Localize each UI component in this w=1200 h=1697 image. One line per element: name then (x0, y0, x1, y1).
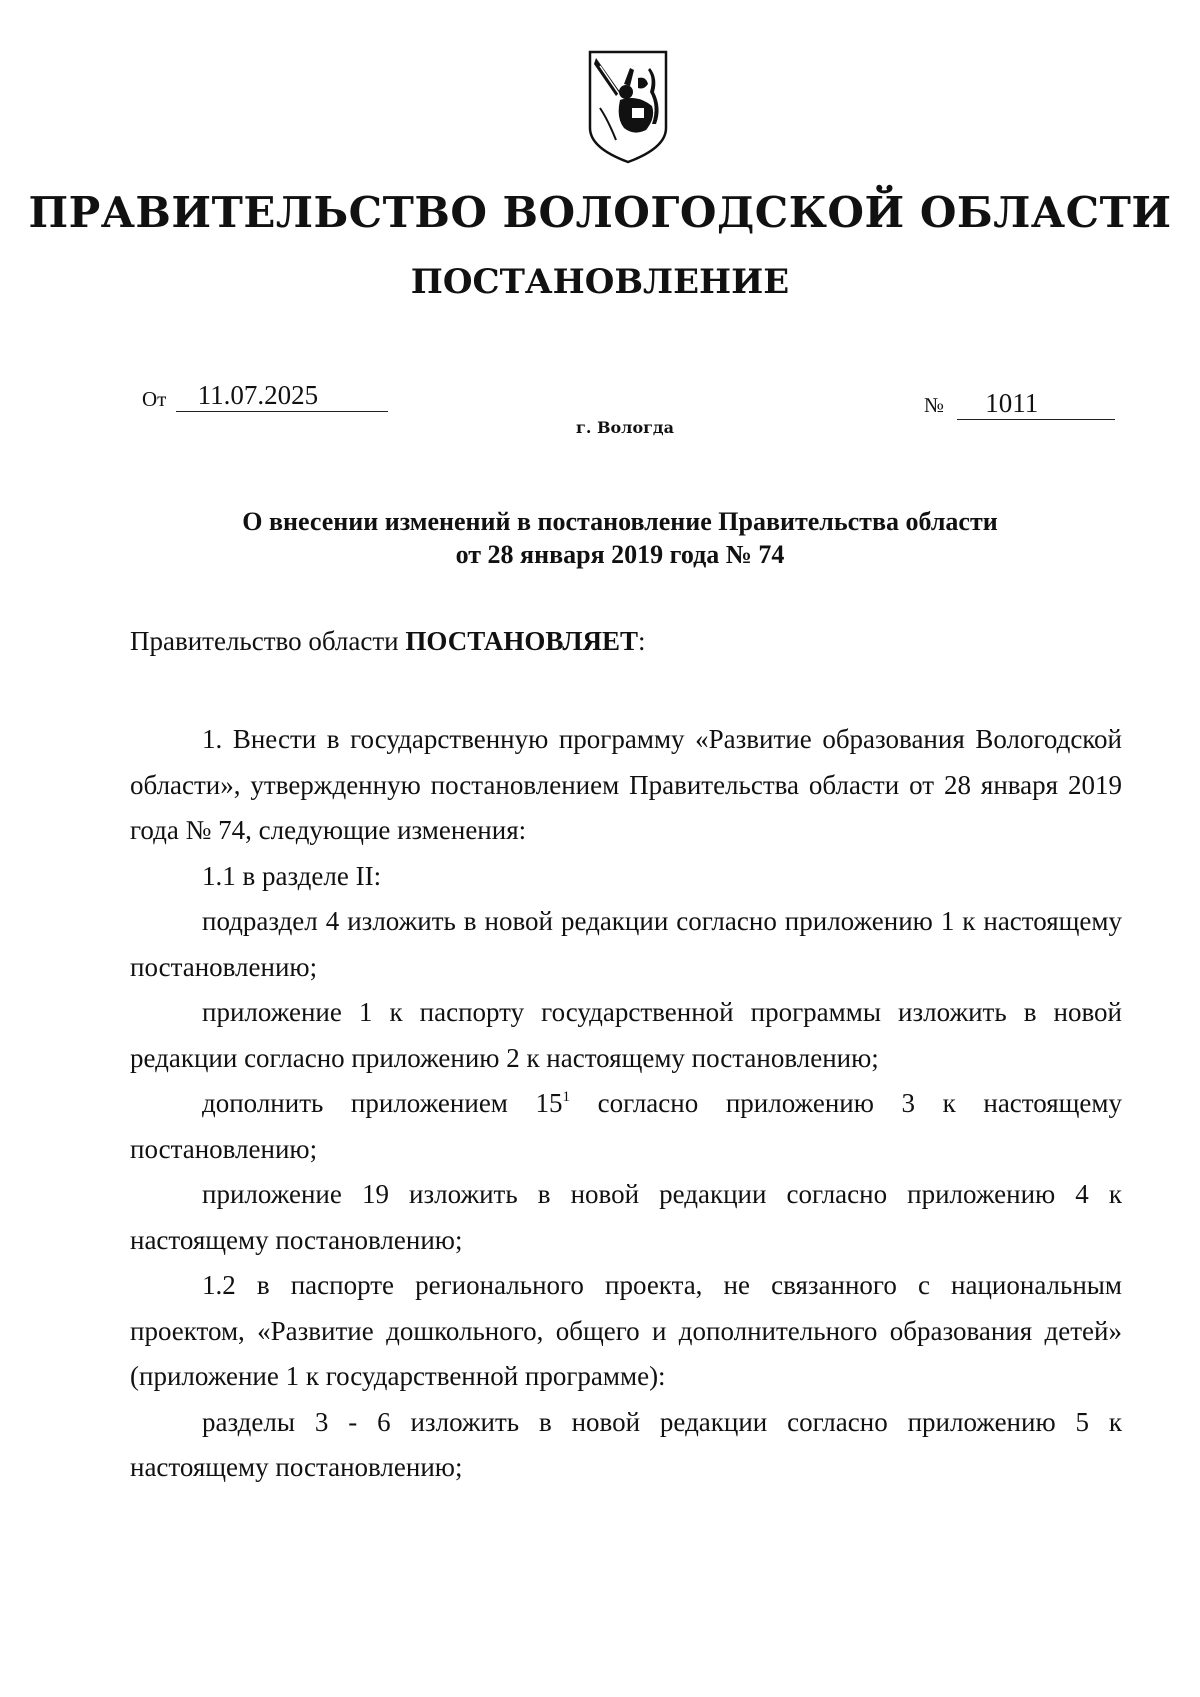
document-body (130, 717, 1122, 1491)
document-subject (120, 505, 1120, 571)
resolves-line (130, 626, 646, 657)
document-date: 11.07.2025 (176, 380, 388, 412)
paragraph-sections-3-6: разделы 3 - 6 изложить в новой редакции согласно приложению 5 к настоящему постановлению; (130, 1406, 1122, 1482)
resolves-keyword: ПОСТАНОВЛЯЕТ (405, 626, 638, 656)
resolves-colon: : (637, 626, 646, 656)
date-label: От (142, 387, 167, 411)
paragraph-1: 1. Внести в государственную программу «Развитие образования Вологодской области», утвержденную постановлением Правительства области от 28 января 2019 года № 74, следующие изменения: (130, 724, 1122, 845)
number-label: № (924, 393, 945, 417)
subject-line-2: от 28 января 2019 года № 74 (455, 540, 785, 569)
annex-15-pre: дополнить приложением 15 (202, 1088, 563, 1118)
annex-15-post: согласно приложению 3 к настоящему постановлению; (130, 1088, 1122, 1164)
coat-of-arms-icon (586, 48, 670, 166)
paragraph-annex-15-1 (130, 1081, 1122, 1172)
annex-15-superscript: 1 (562, 1089, 571, 1105)
date-block (142, 380, 388, 412)
document-type: ПОСТАНОВЛЕНИЕ (410, 262, 790, 302)
document-number: 1011 (957, 388, 1115, 420)
paragraph-annex-1: приложение 1 к паспорту государственной программы изложить в новой редакции согласно приложению 2 к настоящему постановлению; (130, 997, 1122, 1073)
paragraph-1-2: 1.2 в паспорте регионального проекта, не связанного с национальным проектом, «Развитие дошкольного, общего и дополнительного образования детей» (приложение 1 к государственной программе): (130, 1270, 1122, 1391)
paragraph-1-1: 1.1 в разделе II: (202, 860, 382, 891)
government-title: ПРАВИТЕЛЬСТВО ВОЛОГОДСКОЙ ОБЛАСТИ (28, 188, 1172, 237)
paragraph-annex-19: приложение 19 изложить в новой редакции согласно приложению 4 к настоящему постановлению; (130, 1179, 1122, 1255)
subject-line-1: О внесении изменений в постановление Правительства области (242, 507, 998, 536)
resolves-lead: Правительство области (130, 626, 406, 656)
number-block (924, 388, 1115, 420)
city: г. Вологда (576, 418, 674, 437)
paragraph-subsection-4: подраздел 4 изложить в новой редакции согласно приложению 1 к настоящему постановлению; (130, 906, 1122, 982)
